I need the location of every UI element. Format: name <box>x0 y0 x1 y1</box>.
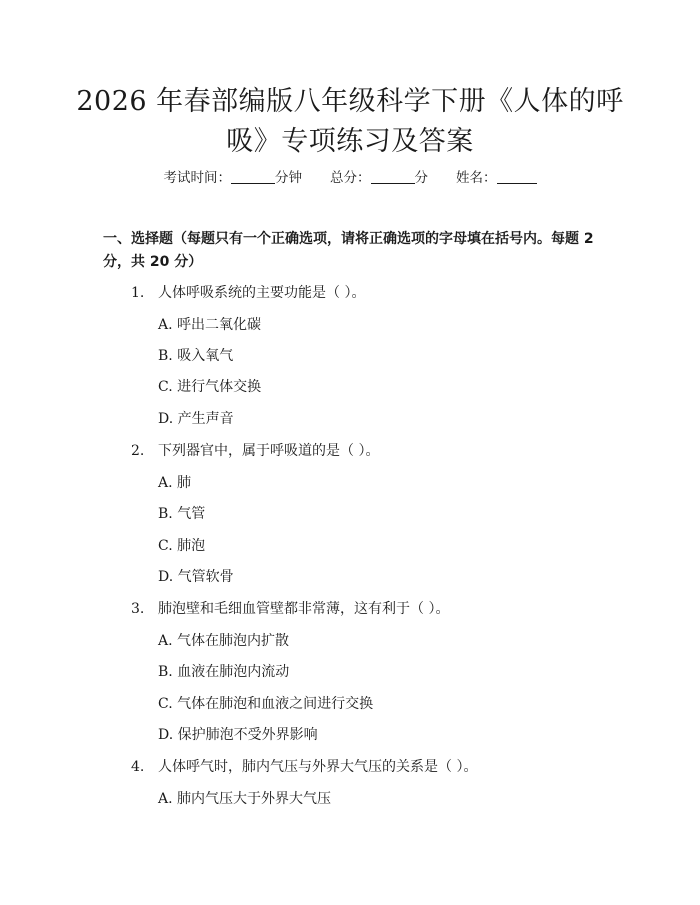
option-item: C. 进行气体交换 <box>158 379 262 395</box>
question-number: 4. <box>131 759 145 775</box>
score-unit: 分 <box>414 170 428 186</box>
option-item: A. 肺 <box>158 475 192 491</box>
name-blank <box>497 169 537 184</box>
question-text: 人体呼吸系统的主要功能是（ ）。 <box>158 285 366 301</box>
score-label: 总分： <box>330 170 371 186</box>
option-item: B. 血液在肺泡内流动 <box>158 664 290 680</box>
question-number: 1. <box>131 285 145 301</box>
section-heading: 一、选择题（每题只有一个正确选项，请将正确选项的字母填在括号内。每题 2 分，共 20 分） <box>103 231 594 270</box>
option-item: D. 气管软骨 <box>158 569 234 585</box>
question-text: 肺泡壁和毛细血管壁都非常薄，这有利于（ ）。 <box>158 601 450 617</box>
option-item: C. 气体在肺泡和血液之间进行交换 <box>158 696 374 712</box>
option-item: B. 气管 <box>158 506 206 522</box>
exam-info-line <box>0 168 700 188</box>
document-title: 2026 年春部编版八年级科学下册《人体的呼吸》专项练习及答案 <box>76 86 624 157</box>
time-label: 考试时间： <box>163 170 231 186</box>
option-item: D. 产生声音 <box>158 411 234 427</box>
question-number: 2. <box>131 443 145 459</box>
score-blank <box>371 169 415 184</box>
name-label: 姓名： <box>456 170 497 186</box>
option-item: C. 肺泡 <box>158 538 206 554</box>
option-item: D. 保护肺泡不受外界影响 <box>158 727 318 743</box>
time-blank <box>231 169 275 184</box>
option-item: B. 吸入氧气 <box>158 348 234 364</box>
question-text: 下列器官中，属于呼吸道的是（ ）。 <box>158 443 380 459</box>
option-item: A. 肺内气压大于外界大气压 <box>158 791 332 807</box>
option-item: A. 气体在肺泡内扩散 <box>158 633 290 649</box>
time-unit: 分钟 <box>275 170 302 186</box>
option-item: A. 呼出二氧化碳 <box>158 317 262 333</box>
question-number: 3. <box>131 601 145 617</box>
question-text: 人体呼气时，肺内气压与外界大气压的关系是（ ）。 <box>158 759 478 775</box>
